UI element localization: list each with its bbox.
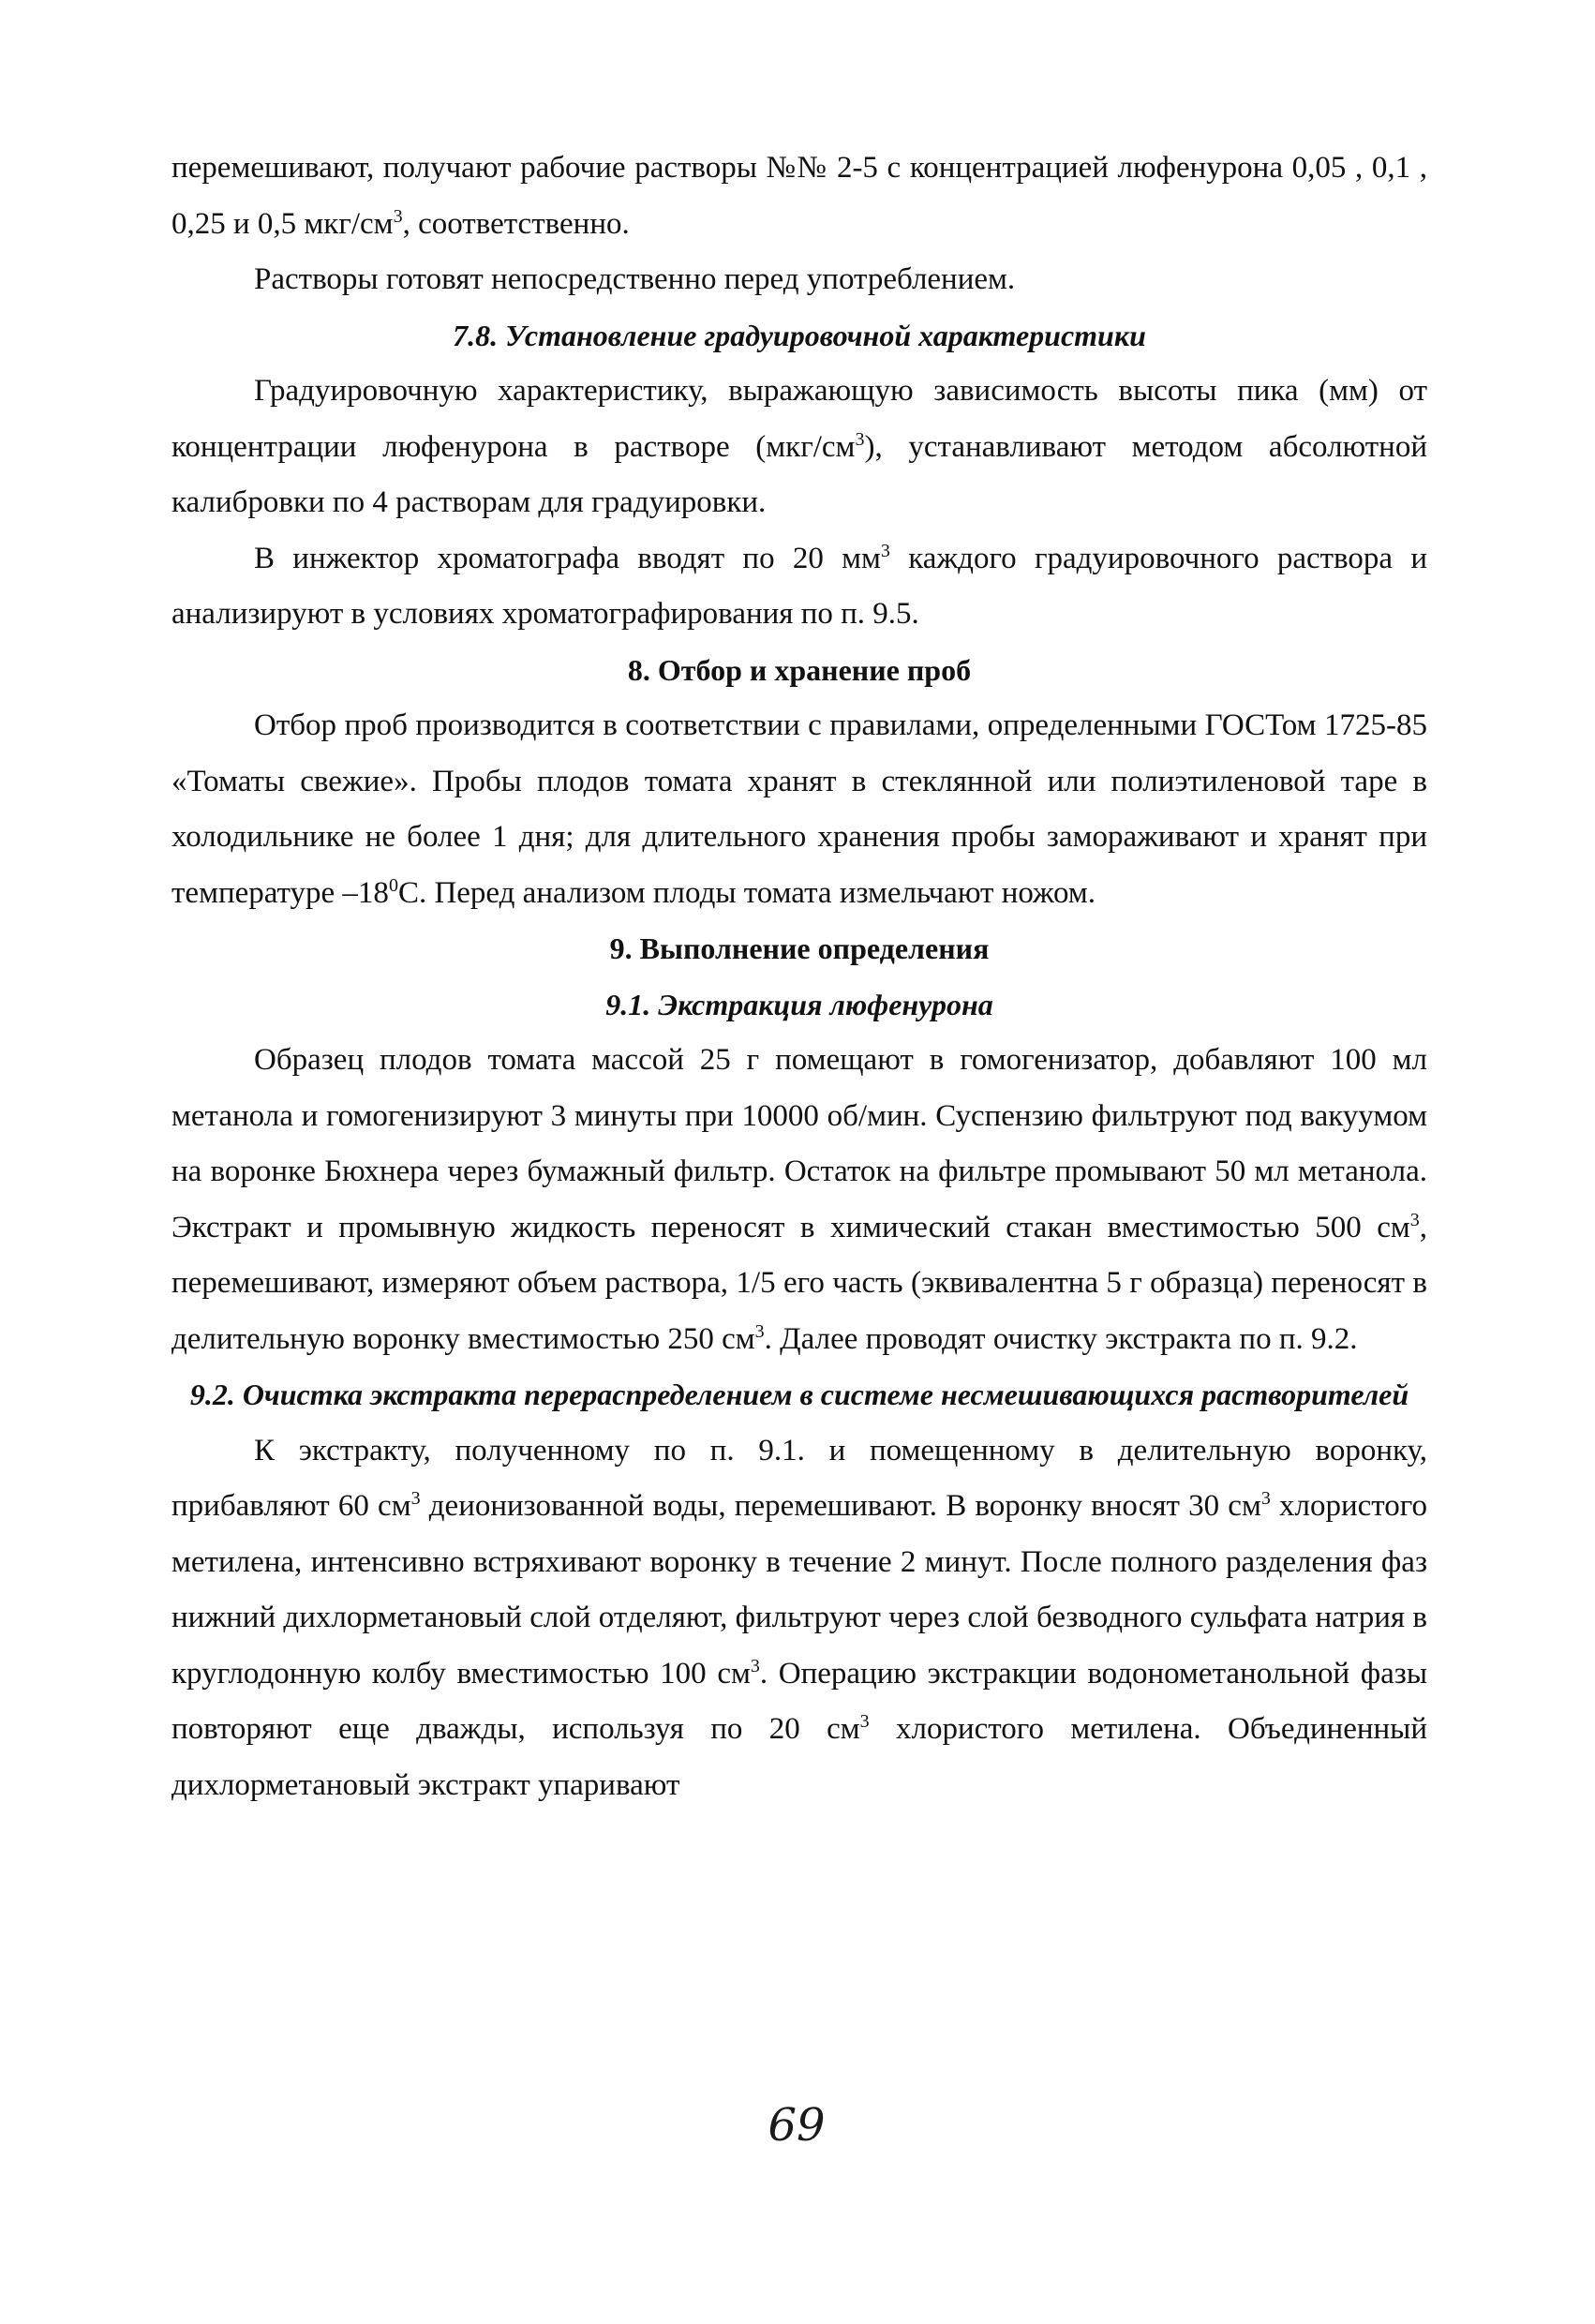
paragraph-extraction: Образец плодов томата массой 25 г помещают в гомогенизатор, добавляют 100 мл метанола и гомогенизируют 3 минуты при 10000 об/мин. Суспензию фильтруют под вакуумом на воронке Бюхнера через бумажный фильтр. Остаток на фильтре промывают 50 мл метанола. Экстракт и промывную жидкость переносят в химический стакан вместимостью 500 $см^3$, перемешивают, измеряют объем раствора, 1/5 его часть (эквивалентна 5 г образца) переносят в делительную воронку вместимостью 250 $см^3$. Далее проводят очистку экстракта по п. 9.2. — [171, 1043, 1427, 1356]
paragraph-working-solutions: перемешивают, получают рабочие растворы №№ 2-5 с концентрацией люфенурона 0,05 , 0,1 , 0,25 и 0,5 мкг/$см^3$, соответственно. — [171, 151, 1427, 241]
paragraph-sampling: Отбор проб производится в соответствии с правилами, определенными ГОСТом 1725-85 «Томаты свежие». Пробы плодов томата хранят в стеклянной или полиэтиленовой таре в холодильнике не более 1 дня; для длительного хранения пробы замораживают и хранят при температуре $-18^0С$. Перед анализом плоды томата измельчают ножом. — [171, 708, 1427, 910]
heading-9: 9. Выполнение определения — [609, 931, 990, 965]
paragraph-prepare-before-use: Растворы готовят непосредственно перед употреблением. — [254, 262, 1016, 296]
heading-9-1: 9.1. Экстракция люфенурона — [605, 987, 993, 1021]
paragraph-cleanup: К экстракту, полученному по п. 9.1. и помещенному в делительную воронку, прибавляют 60 $см^3$ деионизованной воды, перемешивают. В воронку вносят 30 $см^3$ хлористого метилена, интенсивно встряхивают воронку в течение 2 минут. После полного разделения фаз нижний дихлорметановый слой отделяют, фильтруют через слой безводного сульфата натрия в круглодонную колбу вместимостью 100 $см^3$. Операцию экстракции водонометанольной фазы повторяют еще дважды, используя по 20 $см^3$ хлористого метилена. Объединенный дихлорметановый экстракт упаривают — [171, 1433, 1427, 1802]
paragraph-calibration: Градуировочную характеристику, выражающую зависимость высоты пика (мм) от концентрации люфенурона в растворе $(мкг/см^3)$, устанавливают методом абсолютной калибровки по 4 растворам для градуировки. — [171, 374, 1427, 519]
heading-7-8: 7.8. Установление градуировочной характеристики — [453, 318, 1146, 352]
page-body — [171, 141, 1427, 1813]
page-number: 69 — [768, 2099, 826, 2152]
paragraph-injector: В инжектор хроматографа вводят по 20 $мм^3$ каждого градуировочного раствора и анализируют в условиях хроматографирования по п. 9.5. — [171, 540, 1428, 631]
heading-9-2: 9.2. Очистка экстракта перераспределением в системе несмешивающихся растворителей — [189, 1378, 1409, 1411]
heading-8: 8. Отбор и хранение проб — [627, 652, 972, 687]
